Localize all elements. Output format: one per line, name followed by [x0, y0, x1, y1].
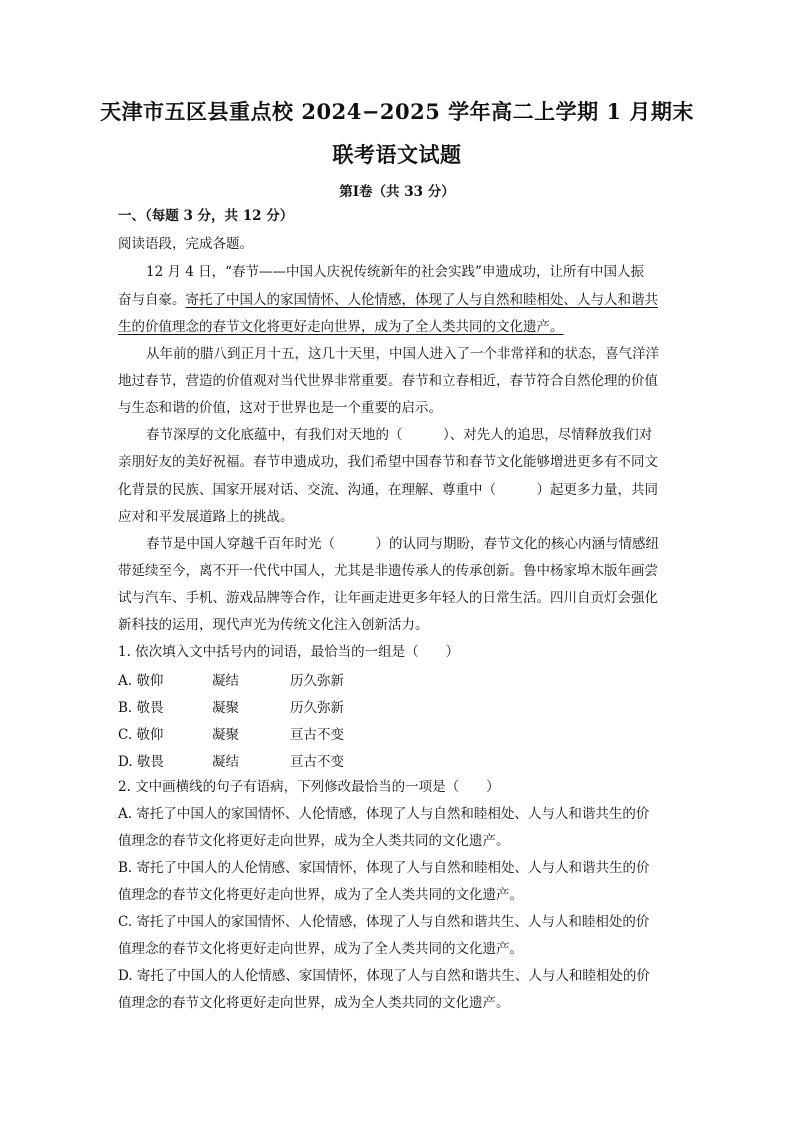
volume-heading: 第Ⅰ卷（共 33 分）	[339, 184, 455, 200]
q1-option-c-word3: 亘古不变	[290, 727, 344, 743]
q1-option-b-word2: 凝聚	[212, 700, 239, 716]
underlined-sentence-part1: 寄托了中国人的家国情怀、人伦情感，体现了人与自然和睦相处、人与人和谐共	[185, 292, 658, 308]
q2-option-c-line2: 值理念的春节文化将更好走向世界，成为了全人类共同的文化遗产。	[118, 941, 523, 957]
q2-option-d-line2: 值理念的春节文化将更好走向世界，成为全人类共同的文化遗产。	[118, 995, 510, 1011]
q1-option-d-word2: 凝结	[212, 754, 239, 770]
passage-p3-line3: 化背景的民族、国家开展对话、交流、沟通，在理解、尊重中（ ）起更多力量，共同	[118, 482, 658, 498]
section-header: 一、（每题 3 分，共 12 分）	[118, 208, 294, 224]
exam-title-line1: 天津市五区县重点校 2024−2025 学年高二上学期 1 月期末	[100, 99, 694, 124]
section-instruction: 阅读语段，完成各题。	[118, 236, 253, 252]
exam-title-line2: 联考语文试题	[332, 142, 462, 167]
q2-option-b-line1: B. 寄托了中国人的人伦情感、家国情怀，体现了人与自然和睦相处、人与人和谐共生的价	[118, 860, 650, 876]
q1-option-d-word3: 亘古不变	[290, 754, 344, 770]
q2-option-a-line2: 值理念的春节文化将更好走向世界，成为全人类共同的文化遗产。	[118, 833, 510, 849]
q1-option-c-word1: C. 敬仰	[118, 727, 164, 743]
q1-option-a-word2: 凝结	[212, 673, 239, 689]
passage-p4-line2: 带延续至今，离不开一代代中国人，尤其是非遗传承人的传承创新。鲁中杨家埠木版年画尝	[118, 563, 658, 579]
passage-p2-line3: 与生态和谐的价值，这对于世界也是一个重要的启示。	[118, 400, 442, 416]
passage-p4-line3: 试与汽车、手机、游戏品牌等合作，让年画走进更多年轻人的日常生活。四川自贡灯会强化	[118, 590, 658, 606]
passage-p2-line1: 从年前的腊八到正月十五，这几十天里，中国人进入了一个非常祥和的状态，喜气洋洋	[146, 346, 659, 362]
passage-p3-line4: 应对和平发展道路上的挑战。	[118, 509, 294, 525]
passage-p3-line2: 亲朋好友的美好祝福。春节申遗成功，我们希望中国春节和春节文化能够增进更多有不同文	[118, 454, 658, 470]
q1-option-b-word3: 历久弥新	[290, 700, 344, 716]
passage-p1-text: 奋与自豪。	[118, 292, 186, 308]
q2-option-b-line2: 值理念的春节文化将更好走向世界，成为了全人类共同的文化遗产。	[118, 887, 523, 903]
q1-option-a-word3: 历久弥新	[290, 673, 344, 689]
question-2-stem: 2. 文中画横线的句子有语病，下列修改最恰当的一项是（ ）	[118, 779, 500, 795]
q1-option-a-word1: A. 敬仰	[118, 673, 164, 689]
q1-option-c-word2: 凝聚	[212, 727, 239, 743]
passage-p3-line1: 春节深厚的文化底蕴中，有我们对天地的（ ）、对先人的追思，尽情释放我们对	[146, 427, 653, 443]
underlined-sentence-part2: 生的价值理念的春节文化将更好走向世界，成为了全人类共同的文化遗产。	[118, 319, 564, 335]
q2-option-d-line1: D. 寄托了中国人的人伦情感、家国情怀，体现了人与自然和谐共生、人与人和睦相处的价	[118, 968, 650, 984]
passage-p1-line2	[118, 290, 678, 310]
q2-option-c-line1: C. 寄托了中国人的家国情怀、人伦情感，体现了人与自然和谐共生、人与人和睦相处的价	[118, 914, 650, 930]
passage-p4-line4: 新科技的运用，现代声光为传统文化注入创新活力。	[118, 617, 429, 633]
q1-option-b-word1: B. 敬畏	[118, 700, 164, 716]
passage-p2-line2: 地过春节，营造的价值观对当代世界非常重要。春节和立春相近，春节符合自然伦理的价值	[118, 373, 658, 389]
passage-p1-line1: 12 月 4 日，“春节——中国人庆祝传统新年的社会实践”申遗成功，让所有中国人振	[146, 264, 644, 280]
passage-p4-line1: 春节是中国人穿越千百年时光（ ）的认同与期盼，春节文化的核心内涵与情感纽	[146, 536, 659, 552]
q2-option-a-line1: A. 寄托了中国人的家国情怀、人伦情感，体现了人与自然和睦相处、人与人和谐共生的价	[118, 806, 650, 822]
q1-option-d-word1: D. 敬畏	[118, 754, 164, 770]
question-1-stem: 1. 依次填入文中括号内的词语，最恰当的一组是（ ）	[118, 644, 460, 660]
